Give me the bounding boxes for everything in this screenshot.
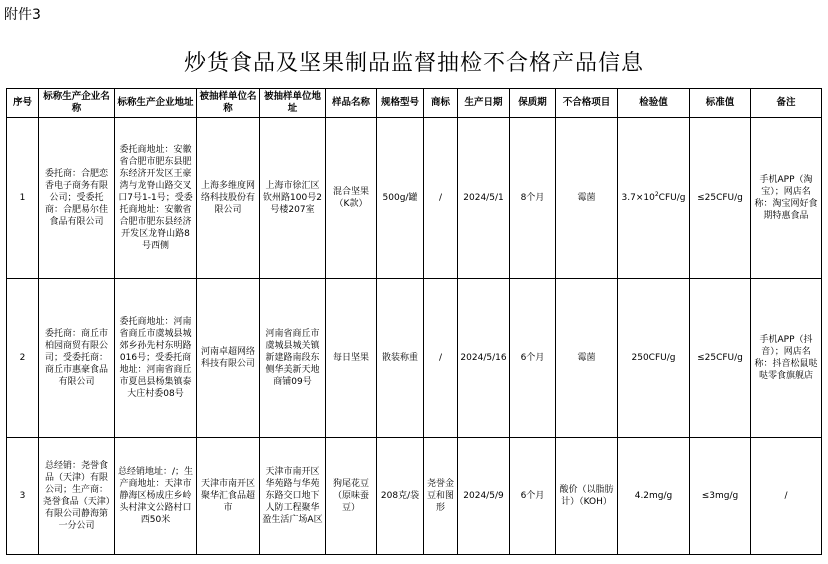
- cell-standard: ≤3mg/g: [690, 438, 751, 555]
- cell-producer-address: 总经销地址：/；生产商地址：天津市静海区杨成庄乡岭头村津文公路村口西50米: [115, 438, 197, 555]
- table-header-row: [7, 89, 822, 118]
- table-row: [7, 279, 822, 438]
- cell-sample: 每日坚果: [326, 279, 377, 438]
- cell-sampled-name: 河南卓超网络科技有限公司: [197, 279, 260, 438]
- col-header-test-value: 检验值: [618, 89, 690, 118]
- attachment-label: 附件3: [4, 7, 41, 23]
- cell-note: /: [751, 438, 822, 555]
- cell-test-value: 4.2mg/g: [618, 438, 690, 555]
- cell-spec: 208克/袋: [377, 438, 424, 555]
- col-header-producer-address: 标称生产企业地址: [115, 89, 197, 118]
- cell-sample: 狗尾花豆（原味蚕豆）: [326, 438, 377, 555]
- cell-seq: 2: [7, 279, 39, 438]
- cell-producer-name: 委托商：合肥恋香电子商务有限公司；受委托商：合肥易尔佳食品有限公司: [39, 118, 115, 279]
- cell-note: 手机APP（抖音）；网店名称：抖音松鼠哒哒零食旗舰店: [751, 279, 822, 438]
- table-row: [7, 118, 822, 279]
- col-header-date: 生产日期: [458, 89, 510, 118]
- cell-note: 手机APP（淘宝）；网店名称：淘宝网好食期特惠食品: [751, 118, 822, 279]
- cell-shelf-life: 8个月: [510, 118, 556, 279]
- col-header-sampled-address: 被抽样单位地址: [260, 89, 326, 118]
- col-header-spec: 规格型号: [377, 89, 424, 118]
- inspection-table: [6, 88, 822, 555]
- col-header-shelf-life: 保质期: [510, 89, 556, 118]
- cell-producer-address: 委托商地址：安徽省合肥市肥东县肥东经济开发区王豪湾与龙脊山路交叉口7号1-1号；受委托商地址：安徽省合肥市肥东县经济开发区龙脊山路8号西侧: [115, 118, 197, 279]
- cell-failed-item: 霉菌: [556, 118, 618, 279]
- test-value-exponent: 2: [654, 191, 659, 198]
- col-header-sampled-name: 被抽样单位名称: [197, 89, 260, 118]
- cell-date: 2024/5/9: [458, 438, 510, 555]
- col-header-producer-name: 标称生产企业名称: [39, 89, 115, 118]
- cell-test-value: 250CFU/g: [618, 279, 690, 438]
- cell-sampled-name: 上海多维度网络科技股份有限公司: [197, 118, 260, 279]
- cell-sample: 混合坚果（K款）: [326, 118, 377, 279]
- cell-brand: 尧誉金豆和图形: [424, 438, 458, 555]
- page-title: 炒货食品及坚果制品监督抽检不合格产品信息: [183, 51, 644, 76]
- col-header-note: 备注: [751, 89, 822, 118]
- col-header-sample: 样品名称: [326, 89, 377, 118]
- cell-failed-item: 霉菌: [556, 279, 618, 438]
- col-header-seq: 序号: [7, 89, 39, 118]
- cell-producer-name: 总经销：尧誉食品（天津）有限公司；生产商：尧誉食品（天津）有限公司静海第一分公司: [39, 438, 115, 555]
- cell-standard: ≤25CFU/g: [690, 118, 751, 279]
- cell-test-value: [618, 118, 690, 279]
- col-header-failed-item: 不合格项目: [556, 89, 618, 118]
- cell-brand: /: [424, 118, 458, 279]
- test-value-base: 3.7×10: [621, 193, 655, 203]
- cell-sampled-name: 天津市南开区聚华汇食品超市: [197, 438, 260, 555]
- cell-sampled-address: 河南省商丘市虞城县城关镇新建路南段东侧华美新天地商铺09号: [260, 279, 326, 438]
- cell-spec: 500g/罐: [377, 118, 424, 279]
- cell-brand: /: [424, 279, 458, 438]
- col-header-brand: 商标: [424, 89, 458, 118]
- cell-failed-item: 酸价（以脂肪计）（KOH）: [556, 438, 618, 555]
- table-row: [7, 438, 822, 555]
- cell-date: 2024/5/1: [458, 118, 510, 279]
- cell-shelf-life: 6个月: [510, 438, 556, 555]
- cell-producer-address: 委托商地址：河南省商丘市虞城县城郊乡孙先村东明路016号；受委托商地址：河南省商丘市夏邑县杨集镇泰大庄村委08号: [115, 279, 197, 438]
- cell-date: 2024/5/16: [458, 279, 510, 438]
- test-value-unit: CFU/g: [658, 193, 686, 203]
- col-header-standard: 标准值: [690, 89, 751, 118]
- cell-seq: 3: [7, 438, 39, 555]
- cell-sampled-address: 上海市徐汇区钦州路100号2号楼207室: [260, 118, 326, 279]
- cell-sampled-address: 天津市南开区华苑路与华苑东路交口地下人防工程聚华盈生活广场A区: [260, 438, 326, 555]
- cell-standard: ≤25CFU/g: [690, 279, 751, 438]
- cell-spec: 散装称重: [377, 279, 424, 438]
- cell-seq: 1: [7, 118, 39, 279]
- cell-shelf-life: 6个月: [510, 279, 556, 438]
- cell-producer-name: 委托商：商丘市柏园商贸有限公司；受委托商：商丘市惠豪食品有限公司: [39, 279, 115, 438]
